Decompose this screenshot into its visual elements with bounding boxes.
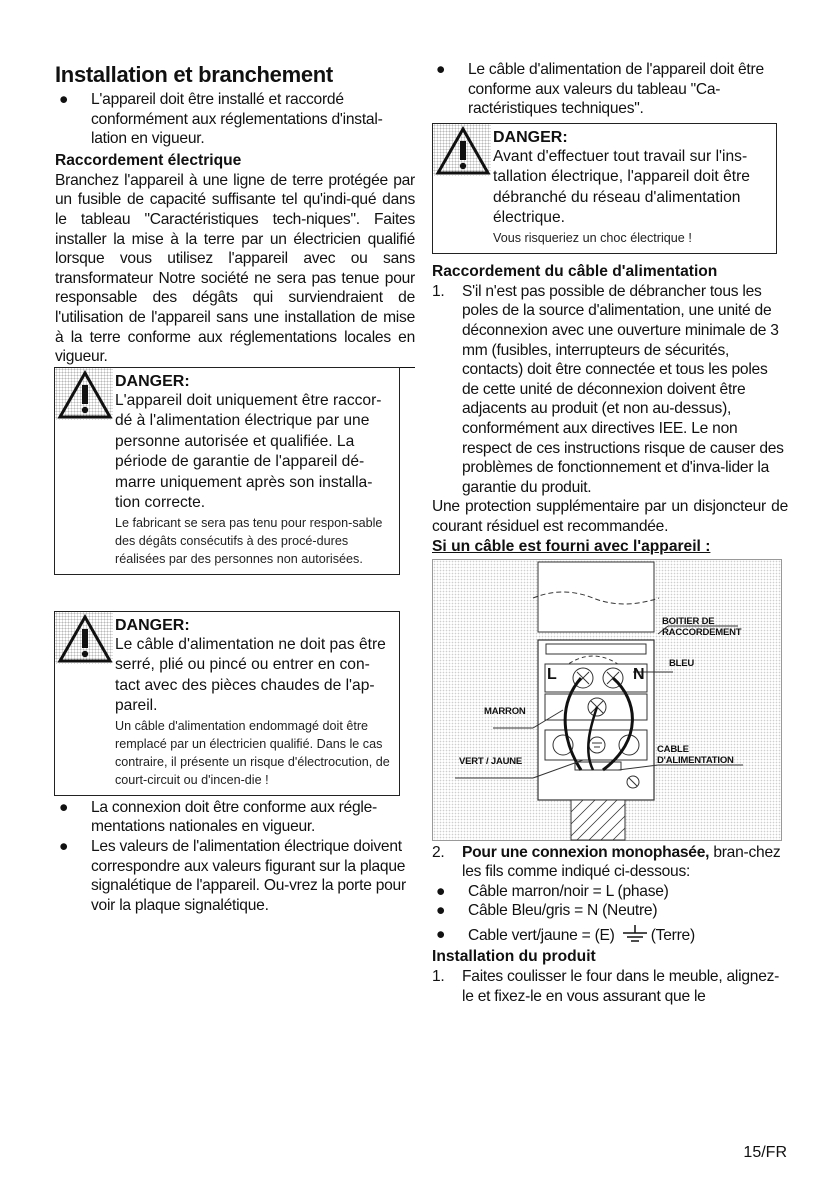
electric-paragraph: Branchez l'appareil à une ligne de terre protégée par un fusible de capacité suffisante tel qu'indi-qué dans le tableau "Caractéristiques tech-niques". Faites installer la mise à la terre par un électricien qualifié lorsque vous utilisez l'appareil avec ou sans transformateur Notre société ne sera pas tenue pour responsable des dégâts qui surviendraient de l'utilisation de l'appareil sans une installation de mise à la terre conforme aux réglementations locales en vigueur. [55, 171, 415, 368]
list-item [432, 843, 788, 882]
label-N: N [633, 665, 645, 683]
heading-cable: Raccordement du câble d'alimentation [432, 262, 718, 280]
bullet-icon: ● [59, 91, 69, 108]
wiring-diagram [432, 559, 782, 841]
rcd-paragraph: Une protection supplémentaire par un disjoncteur de courant résiduel est recommandée. [432, 498, 788, 535]
heading-electric: Raccordement électrique [55, 151, 242, 169]
bullet-icon: ● [59, 798, 69, 816]
list-item [432, 882, 788, 902]
step-number: 1. [432, 282, 445, 300]
label-junction-box-2: RACCORDEMENT [662, 626, 742, 638]
wire-text: Câble marron/noir = L (phase) [468, 882, 669, 900]
danger-box-2 [54, 611, 400, 796]
wire-text: Câble Bleu/gris = N (Neutre) [468, 902, 658, 920]
wire-list [432, 882, 788, 946]
cable-supplied-heading: Si un câble est fourni avec l'appareil : [432, 537, 711, 555]
bullet-icon: ● [436, 902, 446, 920]
label-brown: MARRON [484, 705, 526, 717]
wire-text-a: Cable vert/jaune = (E) [468, 926, 615, 944]
single-phase-steps [432, 843, 788, 882]
danger-box-1 [54, 367, 400, 575]
heading-install: Installation du produit [432, 948, 596, 966]
list-item [55, 90, 415, 149]
connection-list [55, 798, 415, 916]
warning-triangle-icon [57, 614, 113, 664]
list-item [432, 925, 788, 946]
step-bold-text: Pour une connexion monophasée, [462, 843, 710, 861]
danger-title: DANGER: [115, 616, 190, 634]
step-number: 2. [432, 843, 445, 861]
list-item [432, 282, 788, 498]
step-number: 1. [432, 968, 445, 986]
danger-box-3 [432, 123, 777, 254]
warning-triangle-icon [435, 126, 491, 176]
bullet-icon: ● [436, 61, 446, 78]
cable-steps [432, 282, 788, 498]
bullet-text: Le câble d'alimentation de l'appareil doit être conforme aux valeurs du tableau "Ca-ractéristiques techniques". [468, 61, 764, 118]
danger-body: Le câble d'alimentation ne doit pas être serré, plié ou pincé ou entrer en con-tact avec des pièces chaudes de l'ap-pareil. [115, 635, 386, 715]
earth-symbol-icon [622, 925, 648, 943]
label-green-yellow: VERT / JAUNE [459, 755, 523, 767]
page-title: Installation et branchement [55, 62, 333, 87]
bullet-icon: ● [59, 837, 69, 855]
label-junction-box-1: BOITIER DE [662, 615, 715, 627]
list-item [55, 798, 415, 837]
list-item [432, 60, 788, 119]
list-item [432, 901, 788, 921]
label-cable-2: D'ALIMENTATION [657, 754, 734, 766]
wire-text-b: (Terre) [650, 926, 695, 944]
warning-triangle-icon [57, 370, 113, 420]
label-L: L [547, 665, 557, 683]
danger-note: Le fabricant se sera pas tenu pour respon-sable des dégâts consécutifs à des procé-dures réalisées par des personnes non autorisées. [115, 515, 383, 566]
step-text: bran-chez les fils comme indiqué ci-dessous: [462, 843, 781, 881]
bullet-text: Les valeurs de l'alimentation électrique doivent correspondre aux valeurs figurant sur la plaque signalétique de l'appareil. Ou-vrez la porte pour voir la plaque signalétique. [91, 837, 406, 914]
step-text: S'il n'est pas possible de débrancher tous les poles de la source d'alimentation, une unité de déconnexion avec une ouverture minimale de 3 mm (fusibles, interrupteurs de sécurités, contacts) doit être connectée et tous les poles de cette unité de déconnexion doivent être adjacents au produit (et non au-dessus), conformément aux directives IEE. Le non respect de ces instructions risque de causer des problèmes de fonctionnement et d'inva-lider la garantie du produit. [462, 282, 784, 496]
cable-spec-list [432, 60, 788, 119]
list-item [55, 837, 415, 915]
label-blue: BLEU [669, 657, 695, 669]
intro-list [55, 90, 415, 149]
danger-title: DANGER: [115, 372, 190, 390]
danger-body: Avant d'effectuer tout travail sur l'ins-tallation électrique, l'appareil doit être débranché du réseau d'alimentation électrique. [493, 147, 750, 227]
danger-title: DANGER: [493, 128, 568, 146]
danger-body: L'appareil doit uniquement être raccor-dé à l'alimentation électrique par une personne autorisée et qualifiée. La période de garantie de l'appareil dé-marre uniquement après son installa-tion correcte. [115, 391, 382, 512]
intro-bullet-text: L'appareil doit être installé et raccordé conformément aux réglementations d'instal-lation en vigueur. [91, 91, 383, 148]
danger-note: Un câble d'alimentation endommagé doit être remplacé par un électricien qualifié. Dans le cas contraire, il présente un risque d'électrocution, de court-circuit ou d'incen-die ! [115, 718, 390, 787]
bullet-icon: ● [436, 925, 446, 943]
bullet-icon: ● [436, 882, 446, 900]
bullet-text: La connexion doit être conforme aux régle-mentations nationales en vigueur. [91, 798, 377, 836]
left-column [55, 60, 415, 915]
wiring-drawing [433, 560, 783, 842]
step-text: Faites coulisser le four dans le meuble, alignez-le et fixez-le en vous assurant que le [462, 968, 780, 1006]
right-column [432, 60, 788, 1007]
install-steps [432, 967, 788, 1006]
page-number: 15/FR [743, 1144, 787, 1161]
list-item [432, 967, 788, 1006]
danger-note: Vous risqueriez un choc électrique ! [493, 230, 692, 245]
label-cable-1: CABLE [657, 743, 689, 755]
